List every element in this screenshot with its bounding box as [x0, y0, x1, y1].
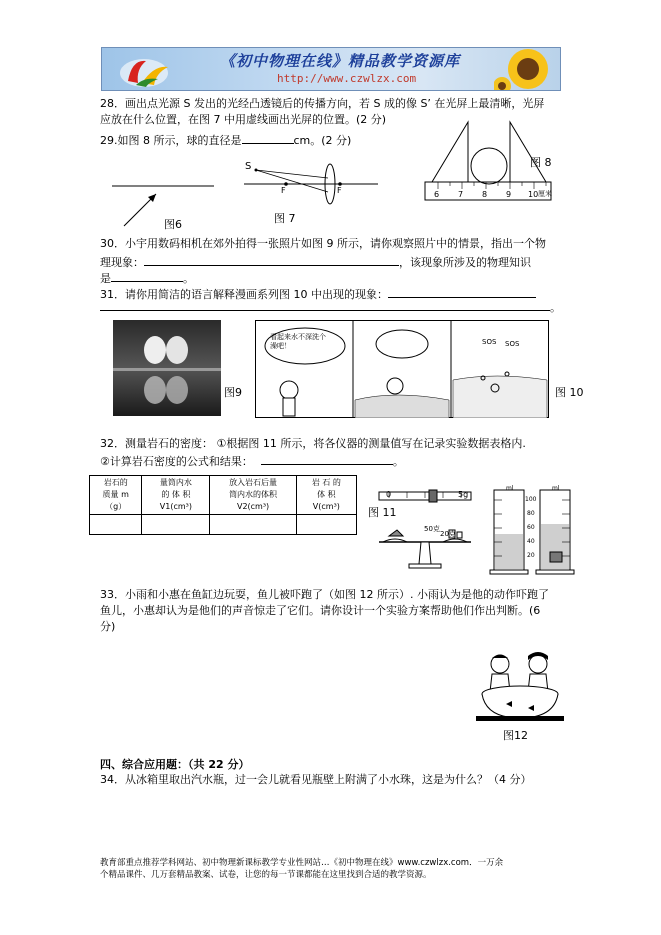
figure-12-fishtank-illustration [476, 652, 564, 722]
figure-8-tick-7: 7 [458, 190, 464, 199]
answer-blank-30-phenomenon[interactable] [144, 253, 399, 266]
question-30-prefix: 理现象： [100, 256, 144, 269]
question-28-line2: 应放在什么位置，在图 7 中用虚线画出光屏的位置。(2 分) [100, 113, 387, 126]
figure-8-tick-8: 8 [482, 190, 488, 199]
footer-line2: 个精品课件、几万套精品教案、试卷，让您的每一节课都能在这里找到合适的教学资源。 [100, 870, 432, 880]
question-30-line1: 30．小宇用数码相机在郊外拍得一张照片如图 9 所示，请你观察照片中的情景，指出一个物 [100, 237, 546, 250]
question-30-line3-suffix: 。 [183, 272, 194, 285]
figure-9-photo [113, 320, 221, 416]
figure-11-cylinder-unit-left: ml [506, 485, 514, 492]
answer-blank-30-knowledge[interactable] [111, 269, 183, 282]
question-34: 34．从冰箱里取出汽水瓶，过一会儿就看见瓶壁上附满了小水珠，这是为什么？（4 分） [100, 773, 532, 786]
question-33-line3: 分) [100, 620, 116, 633]
banner-url[interactable]: http://www.czwlzx.com [277, 72, 417, 85]
figure-8-label: 图 8 [530, 156, 552, 169]
table-header-mass: 岩石的 质量 m （g） [90, 476, 142, 515]
table-header-v2: 放入岩石后量 筒内水的体积 V2(cm³) [210, 476, 296, 515]
question-32-suffix: 。 [392, 455, 404, 468]
figure-8-tick-6: 6 [434, 190, 440, 199]
question-28-line1: 28．画出点光源 S 发出的光经凸透镜后的传播方向，若 S 成的像 S’ 在光屏上最清晰，光屏 [100, 97, 545, 110]
figure-7-label: 图 7 [274, 212, 296, 225]
figure-11-label: 图 11 [368, 506, 397, 519]
question-30-line3-prefix: 是 [100, 272, 111, 285]
figure-11-scale-zero: 0 [386, 490, 392, 499]
figure-6-label: 图6 [164, 218, 182, 231]
question-29-suffix: cm。(2 分) [293, 134, 352, 147]
figure-10-label: 图 10 [555, 386, 584, 399]
table-header-row [90, 476, 357, 515]
banner-title: 《初中物理在线》精品教学资源库 [220, 52, 461, 70]
figure-8-unit: 厘米 [538, 190, 552, 198]
figure-10-speech-bubble: 看起来水不深洗个澡吧！ [270, 333, 326, 351]
figure-7-focus-right: F [337, 186, 342, 195]
figure-11-weight-50g: 50克 [424, 525, 440, 533]
table-cell-v2[interactable] [210, 515, 296, 535]
figure-10-sos-1: SOS [482, 338, 497, 346]
figure-11-cyl-tick-100: 100 [525, 496, 537, 503]
answer-blank-29[interactable] [242, 131, 294, 144]
question-32-line1: 32．测量岩石的密度： ①根据图 11 所示，将各仪器的测量值写在记录实验数据表格内. [100, 437, 526, 450]
answer-blank-32-formula[interactable] [261, 452, 393, 465]
question-30-suffix: ，该现象所涉及的物理知识 [399, 256, 531, 269]
header-banner [101, 47, 561, 91]
figure-12-label: 图12 [503, 729, 528, 742]
figure-10-sos-2: SOS [505, 340, 520, 348]
data-record-table [89, 475, 357, 535]
table-header-v: 岩 石 的 体 积 V(cm³) [296, 476, 356, 515]
question-31-text: 31．请你用简洁的语言解释漫画系列图 10 中出现的现象： [100, 288, 388, 301]
table-cell-v1[interactable] [142, 515, 210, 535]
figure-11-cyl-tick-80: 80 [527, 510, 535, 517]
question-33-line1: 33．小雨和小惠在鱼缸边玩耍，鱼儿被吓跑了（如图 12 所示）. 小雨认为是他的动作吓跑了 [100, 588, 549, 601]
sunflower-icon [494, 47, 561, 91]
question-29-prefix: 29.如图 8 所示，球的直径是 [100, 134, 242, 147]
question-32-line2 [100, 452, 404, 470]
section-4-title: 四、综合应用题：（共 22 分） [100, 758, 250, 771]
table-row [90, 515, 357, 535]
figure-8-tick-9: 9 [506, 190, 512, 199]
table-cell-mass[interactable] [90, 515, 142, 535]
figure-7-lens-diagram [238, 156, 383, 208]
question-31-end: 。 [550, 301, 561, 314]
figure-6-diagram [108, 180, 218, 230]
figure-7-source-s: S [245, 161, 252, 172]
question-29 [100, 131, 351, 149]
question-33-line2: 鱼儿，小惠却认为是他们的声音惊走了它们。请你设计一个实验方案帮助他们作出判断。(6 [100, 604, 541, 617]
figure-9-label: 图9 [224, 386, 242, 399]
figure-7-focus-left: F [281, 186, 286, 195]
question-32-prefix: ②计算岩石密度的公式和结果： [100, 455, 253, 468]
table-header-v1: 量筒内水 的 体 积 V1(cm³) [142, 476, 210, 515]
question-31-line2 [100, 298, 561, 316]
figure-11-cyl-tick-40: 40 [527, 538, 535, 545]
logo-icon [114, 51, 184, 89]
footer-line1: 教育部重点推荐学科网站、初中物理新课标教学专业性网站…《初中物理在线》www.czwlzx.com．一万余 [100, 858, 504, 868]
figure-11-weight-20g: 20克 [440, 530, 456, 538]
figure-8-tick-10: 10 [528, 190, 539, 199]
answer-blank-31-a[interactable] [388, 285, 536, 298]
table-cell-v[interactable] [296, 515, 356, 535]
figure-11-cyl-tick-60: 60 [527, 524, 535, 531]
figure-11-cyl-tick-20: 20 [527, 552, 535, 559]
figure-11-scale-five: 5g [458, 490, 469, 499]
figure-11-cylinder-unit-right: ml [552, 485, 560, 492]
answer-blank-31-b[interactable] [100, 298, 550, 311]
